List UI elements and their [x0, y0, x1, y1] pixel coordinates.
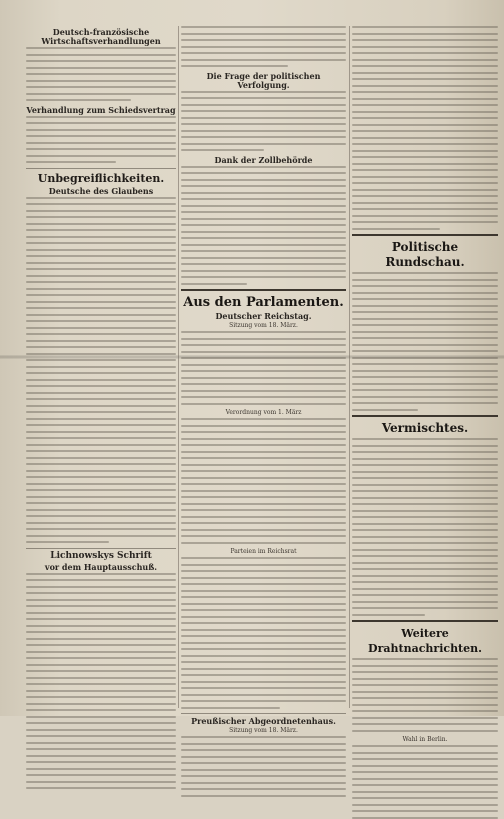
article-body — [352, 745, 498, 819]
section-heading: Weitere Drahtnachrichten. — [368, 627, 482, 655]
article-body — [352, 272, 498, 411]
section-heading: Vermischtes. — [381, 421, 469, 435]
sitting-date: Sitzung vom 18. März. — [229, 727, 298, 734]
article-body — [352, 26, 498, 230]
article-body — [181, 736, 346, 797]
column-middle — [181, 26, 346, 734]
article-body — [26, 197, 176, 544]
article-body — [26, 573, 176, 790]
section-heading: Politische Rundschau. — [385, 240, 465, 269]
column-left — [26, 26, 176, 710]
article-body — [181, 26, 346, 67]
section-subheading: Deutscher Reichstag. — [215, 311, 312, 321]
article-body — [181, 91, 346, 152]
section-heading: Unbegreiflichkeiten. — [37, 171, 165, 185]
article-body — [352, 658, 498, 732]
article-body — [352, 438, 498, 616]
column-rule — [349, 26, 350, 708]
dateline: Wahl in Berlin. — [402, 736, 448, 743]
article-subheading: Parteien im Reichsrat — [230, 548, 297, 555]
article-subheading: vor dem Hauptausschuß. — [44, 561, 158, 572]
column-right — [352, 26, 498, 743]
article-body — [181, 557, 346, 709]
article-body — [181, 166, 346, 285]
article-body — [26, 47, 176, 101]
article-body — [26, 116, 176, 164]
article-body — [181, 418, 346, 544]
column-rule — [178, 26, 179, 708]
article-body — [181, 331, 346, 405]
sitting-date: Sitzung vom 18. März. — [229, 322, 298, 329]
section-heading: Aus den Parlamenten. — [183, 295, 344, 310]
article-heading: Dank der Zollbehörde — [214, 154, 313, 165]
section-subheading: Deutsche des Glaubens — [48, 185, 154, 196]
article-heading: Preußischer Abgeordnetenhaus. — [191, 716, 336, 726]
article-heading: Verhandlung zum Schiedsvertrag — [26, 104, 176, 115]
article-heading: Die Frage der politischen Verfolgung. — [206, 70, 321, 90]
article-subheading: Verordnung vom 1. März — [225, 409, 302, 416]
article-heading: Lichnowskys Schrift — [50, 550, 152, 561]
article-heading: Deutsch-französische Wirtschaftsverhandlungen — [41, 27, 161, 46]
